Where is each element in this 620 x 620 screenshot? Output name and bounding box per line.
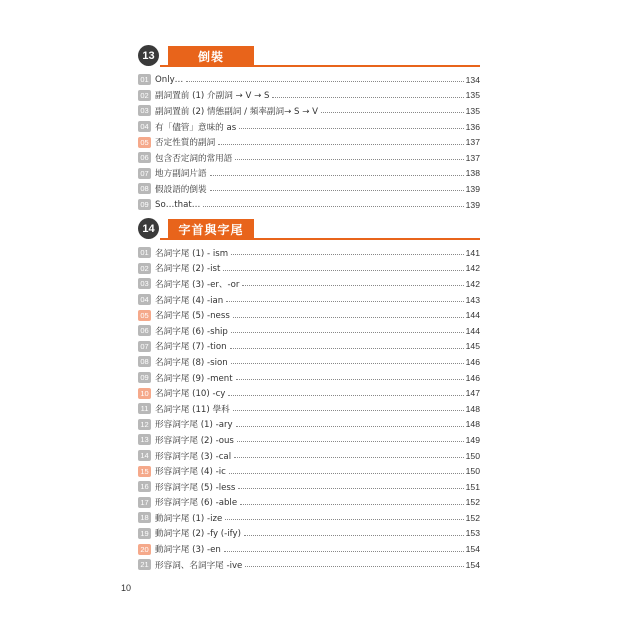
entry-page: 142 <box>465 263 480 274</box>
dot-leader <box>272 97 463 98</box>
entry-title: 名詞字尾 (5) -ness <box>155 311 230 322</box>
page-number: 10 <box>121 583 132 593</box>
entry-page: 138 <box>465 168 480 179</box>
entry-title: 名詞字尾 (9) -ment <box>155 373 233 384</box>
entry-number-badge: 17 <box>138 497 151 508</box>
entry-title: 名詞字尾 (2) -ist <box>155 264 221 275</box>
entry-page: 151 <box>465 481 480 492</box>
dot-leader <box>230 348 464 349</box>
entry-number-badge: 14 <box>138 450 151 461</box>
entry-number-badge: 16 <box>138 481 151 492</box>
dot-leader <box>228 395 463 396</box>
toc-entry[interactable] <box>138 495 480 511</box>
dot-leader <box>231 332 464 333</box>
entry-number-badge: 18 <box>138 512 151 523</box>
entry-number-badge: 19 <box>138 528 151 539</box>
entry-page: 142 <box>465 278 480 289</box>
dot-leader <box>233 317 464 318</box>
entry-number-badge: 02 <box>138 263 151 274</box>
entry-title: 名詞字尾 (11) 學科 <box>155 404 230 415</box>
toc-entry[interactable] <box>138 261 480 277</box>
toc-entry[interactable] <box>138 245 480 261</box>
toc-list <box>138 72 480 212</box>
entry-page: 139 <box>465 199 480 210</box>
entry-title: So…that… <box>155 199 201 210</box>
entry-number-badge: 10 <box>138 388 151 399</box>
entry-title: 名詞字尾 (1) - ism <box>155 248 229 259</box>
toc-entry[interactable] <box>138 401 480 417</box>
entry-number-badge: 09 <box>138 372 151 383</box>
toc-entry[interactable] <box>138 479 480 495</box>
toc-entry[interactable] <box>138 463 480 479</box>
dot-leader <box>186 81 463 82</box>
entry-title: Only… <box>155 74 184 85</box>
entry-page: 149 <box>465 434 480 445</box>
entry-number-badge: 21 <box>138 559 151 570</box>
dot-leader <box>224 551 464 552</box>
entry-number-badge: 04 <box>138 294 151 305</box>
dot-leader <box>231 254 464 255</box>
entry-number-badge: 15 <box>138 466 151 477</box>
entry-number-badge: 13 <box>138 434 151 445</box>
toc-entry[interactable] <box>138 541 480 557</box>
entry-page: 152 <box>465 497 480 508</box>
toc-entry[interactable] <box>138 197 480 213</box>
section-number: 14 <box>138 218 159 239</box>
entry-page: 135 <box>465 90 480 101</box>
entry-title: 假設語的倒裝 <box>155 184 207 195</box>
entry-page: 141 <box>465 247 480 258</box>
dot-leader <box>210 190 464 191</box>
toc-entry[interactable] <box>138 417 480 433</box>
entry-title: 形容詞字尾 (5) -less <box>155 482 236 493</box>
entry-page: 139 <box>465 183 480 194</box>
entry-page: 145 <box>465 341 480 352</box>
entry-title: 動詞字尾 (2) -fy (-ify) <box>155 529 241 540</box>
entry-title: 名詞字尾 (3) -er、-or <box>155 279 240 290</box>
entry-title: 形容詞字尾 (2) -ous <box>155 435 234 446</box>
entry-title: 動詞字尾 (3) -en <box>155 545 221 556</box>
dot-leader <box>240 504 464 505</box>
entry-page: 137 <box>465 137 480 148</box>
toc-entry[interactable] <box>138 510 480 526</box>
entry-number-badge: 03 <box>138 105 151 116</box>
entry-title: 形容詞字尾 (6) -able <box>155 498 238 509</box>
entry-number-badge: 07 <box>138 168 151 179</box>
entry-page: 143 <box>465 294 480 305</box>
dot-leader <box>223 270 463 271</box>
entry-page: 144 <box>465 325 480 336</box>
dot-leader <box>210 175 464 176</box>
toc-entry[interactable] <box>138 119 480 135</box>
entry-title: 形容詞、名詞字尾 -ive <box>155 560 243 571</box>
section-title: 字首與字尾 <box>168 219 254 239</box>
toc-entry[interactable] <box>138 557 480 573</box>
dot-leader <box>237 441 464 442</box>
entry-page: 135 <box>465 105 480 116</box>
dot-leader <box>231 363 464 364</box>
toc-entry[interactable] <box>138 432 480 448</box>
dot-leader <box>245 566 463 567</box>
toc-entry[interactable] <box>138 354 480 370</box>
dot-leader <box>236 426 464 427</box>
entry-title: 否定性質的副詞 <box>155 138 216 149</box>
dot-leader <box>203 206 463 207</box>
dot-leader <box>225 519 463 520</box>
entry-title: 副詞置前 (1) 介副詞 → V → S <box>155 91 270 102</box>
toc-entry[interactable] <box>138 323 480 339</box>
toc-entry[interactable] <box>138 103 480 119</box>
entry-title: 名詞字尾 (7) -tion <box>155 342 227 353</box>
section-title: 倒裝 <box>168 46 254 66</box>
entry-page: 153 <box>465 528 480 539</box>
toc-entry[interactable] <box>138 339 480 355</box>
dot-leader <box>218 144 463 145</box>
entry-page: 150 <box>465 466 480 477</box>
entry-page: 148 <box>465 403 480 414</box>
entry-page: 134 <box>465 74 480 85</box>
entry-title: 有「儘管」意味的 as <box>155 122 237 133</box>
dot-leader <box>235 159 463 160</box>
entry-number-badge: 07 <box>138 341 151 352</box>
entry-number-badge: 05 <box>138 137 151 148</box>
toc-list <box>138 245 480 572</box>
entry-number-badge: 11 <box>138 403 151 414</box>
entry-title: 形容詞字尾 (1) -ary <box>155 420 233 431</box>
entry-number-badge: 08 <box>138 183 151 194</box>
entry-number-badge: 01 <box>138 247 151 258</box>
entry-page: 146 <box>465 372 480 383</box>
entry-title: 名詞字尾 (6) -ship <box>155 326 228 337</box>
entry-number-badge: 12 <box>138 419 151 430</box>
entry-title: 包含否定詞的常用語 <box>155 153 233 164</box>
entry-title: 地方副詞片語 <box>155 169 207 180</box>
toc-entry[interactable] <box>138 181 480 197</box>
entry-page: 154 <box>465 544 480 555</box>
toc-section-14 <box>138 218 480 572</box>
toc-entry[interactable] <box>138 385 480 401</box>
entry-title: 名詞字尾 (10) -cy <box>155 389 226 400</box>
entry-number-badge: 06 <box>138 152 151 163</box>
toc-entry[interactable] <box>138 72 480 88</box>
entry-number-badge: 09 <box>138 199 151 210</box>
entry-number-badge: 08 <box>138 356 151 367</box>
entry-title: 動詞字尾 (1) -ize <box>155 513 223 524</box>
toc-entry[interactable] <box>138 276 480 292</box>
toc-entry[interactable] <box>138 526 480 542</box>
dot-leader <box>321 112 464 113</box>
entry-number-badge: 05 <box>138 310 151 321</box>
section-number: 13 <box>138 45 159 66</box>
entry-title: 形容詞字尾 (4) -ic <box>155 467 226 478</box>
entry-number-badge: 06 <box>138 325 151 336</box>
entry-title: 副詞置前 (2) 情態副詞 / 頻率副詞→ S → V <box>155 106 319 117</box>
entry-page: 146 <box>465 356 480 367</box>
entry-page: 152 <box>465 512 480 523</box>
dot-leader <box>242 285 463 286</box>
dot-leader <box>226 301 463 302</box>
entry-page: 144 <box>465 310 480 321</box>
section-header <box>138 218 480 240</box>
entry-number-badge: 01 <box>138 74 151 85</box>
entry-number-badge: 20 <box>138 544 151 555</box>
toc-entry[interactable] <box>138 134 480 150</box>
entry-number-badge: 02 <box>138 90 151 101</box>
entry-page: 136 <box>465 121 480 132</box>
toc-entry[interactable] <box>138 292 480 308</box>
toc-entry[interactable] <box>138 307 480 323</box>
dot-leader <box>239 128 463 129</box>
entry-page: 147 <box>465 388 480 399</box>
entry-page: 154 <box>465 559 480 570</box>
section-header <box>138 45 480 67</box>
toc-entry[interactable] <box>138 370 480 386</box>
entry-number-badge: 04 <box>138 121 151 132</box>
dot-leader <box>238 488 463 489</box>
toc-entry[interactable] <box>138 166 480 182</box>
entry-page: 137 <box>465 152 480 163</box>
dot-leader <box>236 379 464 380</box>
entry-page: 148 <box>465 419 480 430</box>
entry-page: 150 <box>465 450 480 461</box>
entry-number-badge: 03 <box>138 278 151 289</box>
dot-leader <box>244 535 464 536</box>
toc-entry[interactable] <box>138 448 480 464</box>
dot-leader <box>233 410 464 411</box>
toc-entry[interactable] <box>138 150 480 166</box>
entry-title: 形容詞字尾 (3) -cal <box>155 451 232 462</box>
entry-title: 名詞字尾 (8) -sion <box>155 357 228 368</box>
toc-entry[interactable] <box>138 88 480 104</box>
dot-leader <box>229 473 464 474</box>
toc-section-13 <box>138 45 480 212</box>
entry-title: 名詞字尾 (4) -ian <box>155 295 224 306</box>
dot-leader <box>234 457 464 458</box>
